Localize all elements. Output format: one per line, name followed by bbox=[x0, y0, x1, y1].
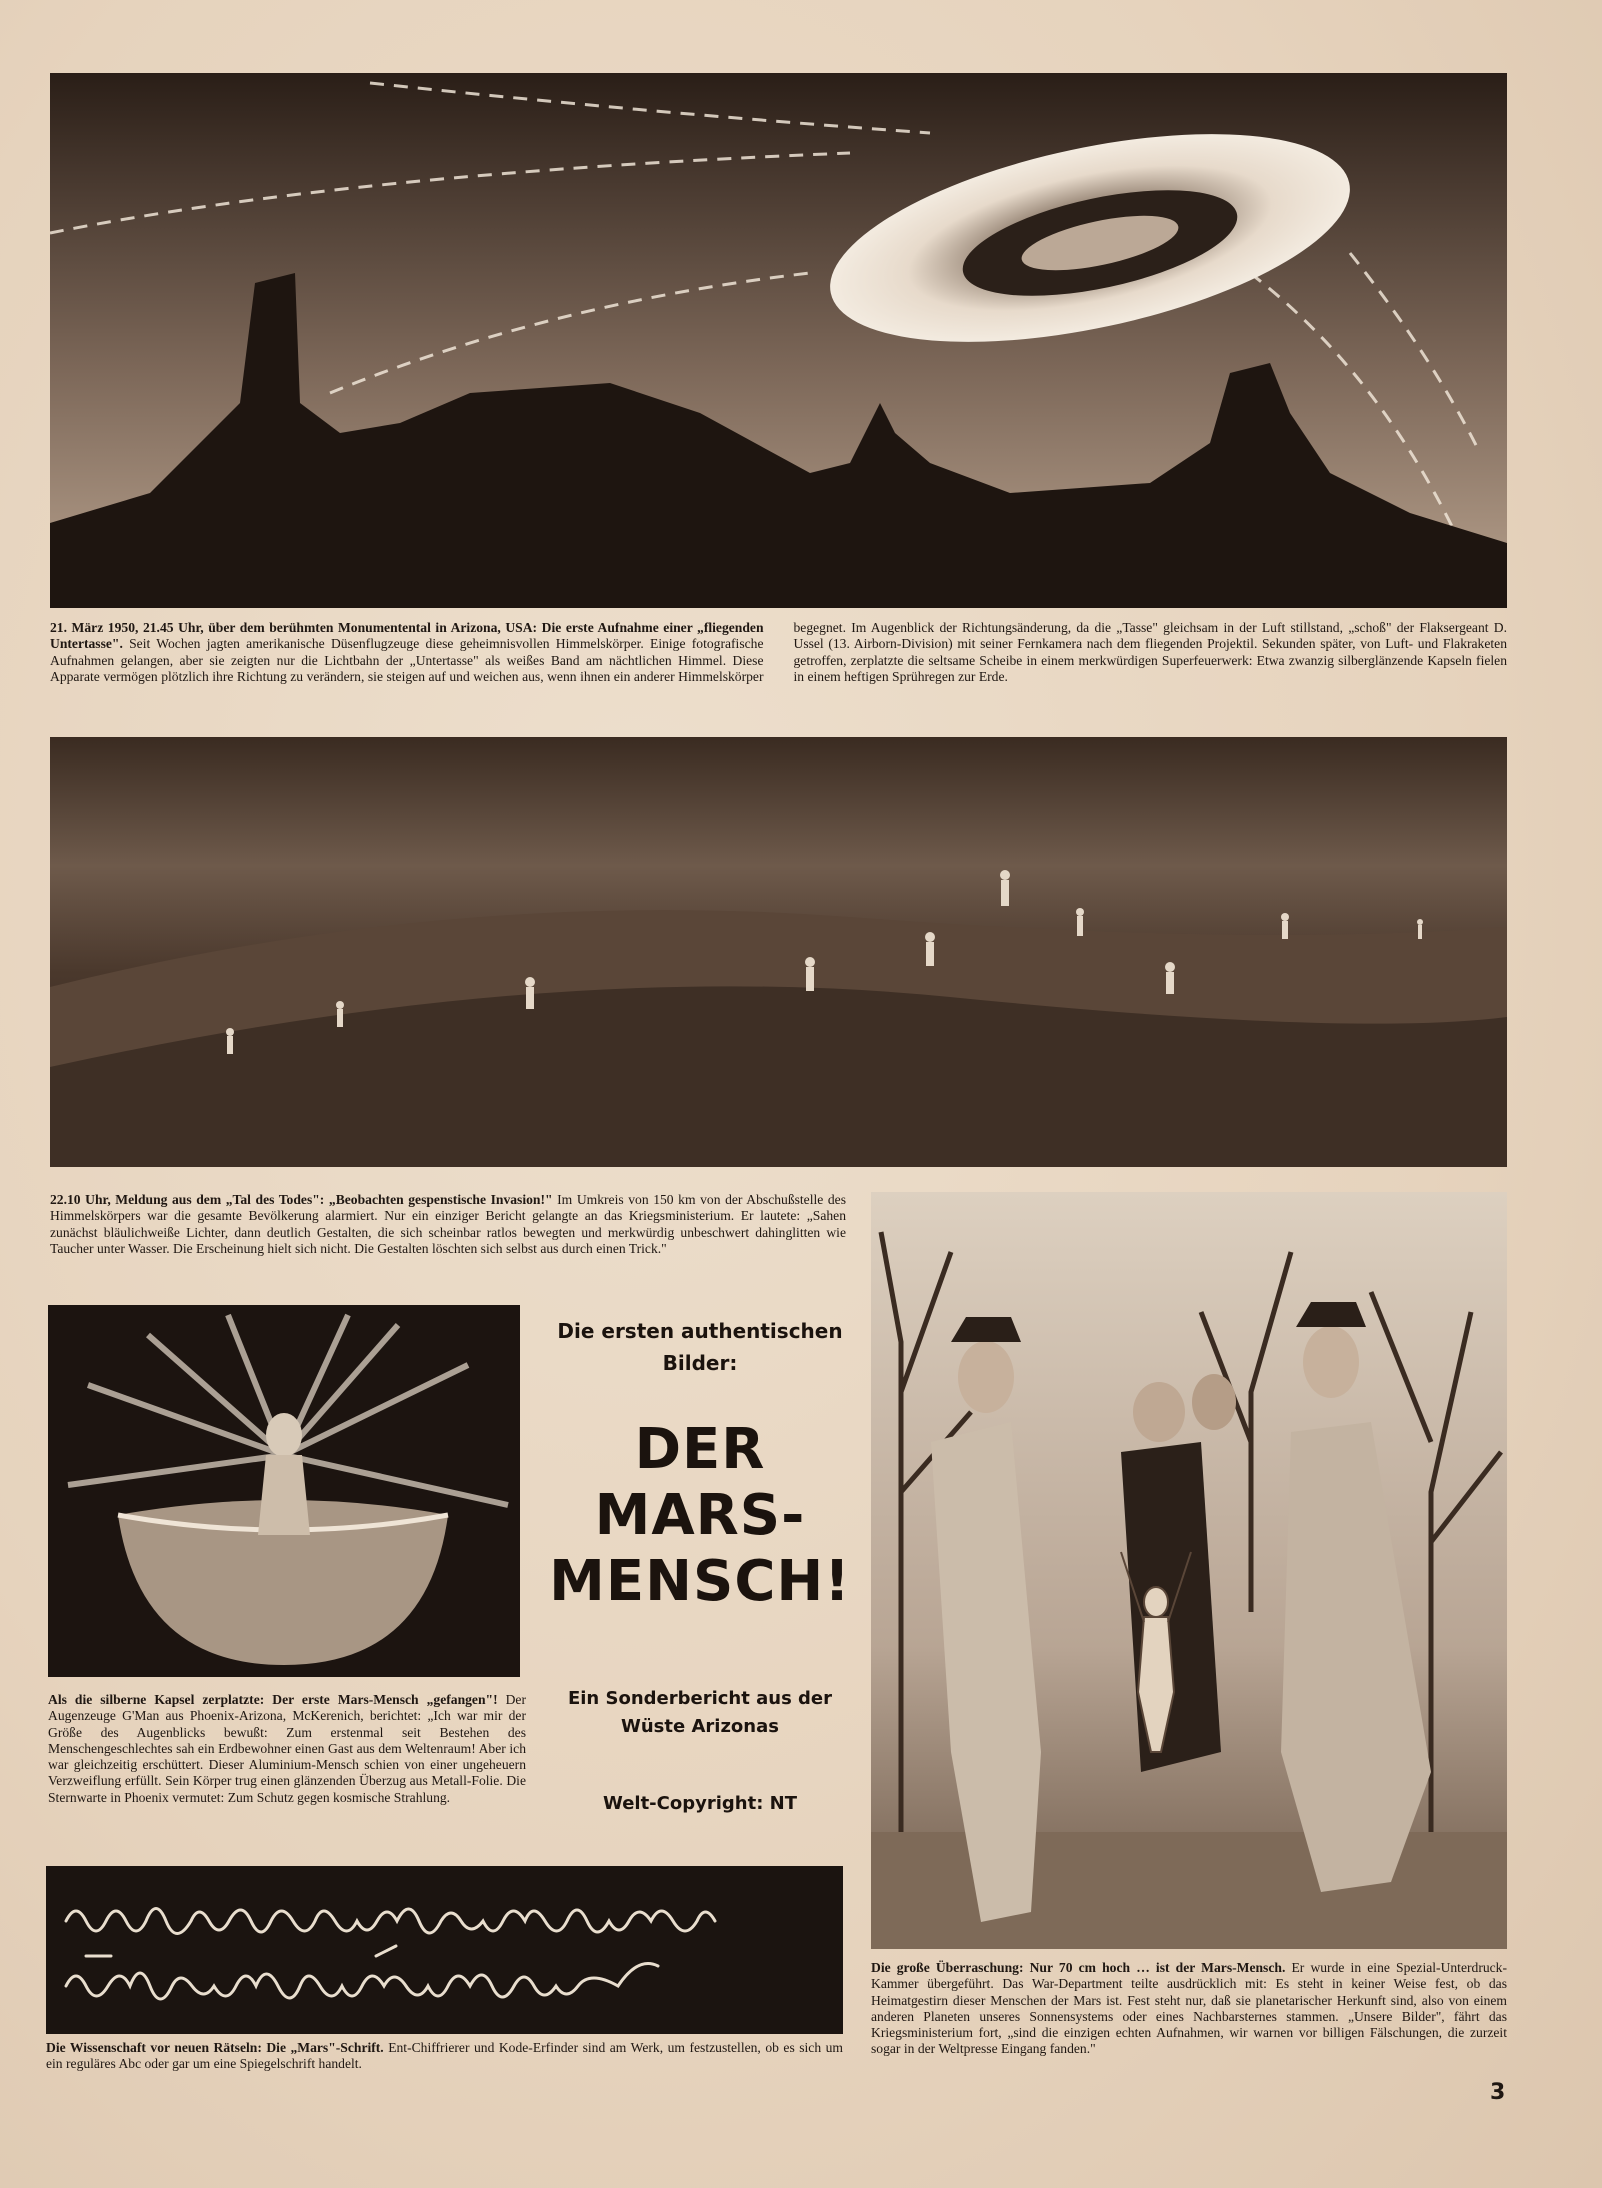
men-with-mars-man-photo bbox=[871, 1192, 1507, 1949]
mars-script-caption bbox=[46, 2040, 843, 2073]
caption-body: Ent-Chiffrierer und Kode-Erfinder sind am Werk, um festzustellen, ob es sich um ein reguläres Abc oder gar um eine Spiegelschrift handelt. bbox=[46, 2040, 843, 2072]
headline-title-line: DER bbox=[634, 1417, 766, 1482]
flying-saucer-caption bbox=[50, 620, 1507, 685]
mars-man-capsule-photo bbox=[48, 1305, 520, 1677]
mars-man-capsule-caption bbox=[48, 1692, 526, 1806]
caption-body: Seit Wochen jagten amerikanische Düsenflugzeuge diese geheimnisvollen Himmelskörper. Einige fotografische Aufnahmen gelangen, aber sie zeigten nur die Lichtbahn der „Untertasse" als weißes Band am nächtlichen Himmel. Diese Apparate vermögen plötzlich ihre Richtung zu verändern, sie steigen auf und weichen aus, wenn ihnen ein anderer Himmelskörper begegnet. Im Augenblick der Richtungsänderung, da die „Tasse" gleichsam in der Luft stillstand, „schoß" der Flaksergeant D. Ussel (13. Airborn-Division) mit seiner Fernkamera nach dem fliegenden Projektil. Sekunden später, von Luft- und Flakraketen getroffen, zerplatzte die seltsame Scheibe in einem merkwürdigen Superfeuerwerk: Etwa zwanzig silberglänzende Kapseln fielen in einem heftigen Sprühregen zur Erde. bbox=[50, 620, 1507, 684]
caption-lead: 22.10 Uhr, Meldung aus dem „Tal des Todes": „Beobachten gespenstische Invasion!" bbox=[50, 1192, 558, 1207]
headline-title-line: MENSCH! bbox=[549, 1549, 851, 1614]
caption-lead: Als die silberne Kapsel zerplatzte: Der erste Mars-Mensch „gefangen"! bbox=[48, 1692, 506, 1707]
caption-body: Er wurde in eine Spezial-Unterdruck-Kammer übergeführt. Das War-Department teilte ausdrücklich mit: Es steht in keiner Weise fest, ob das Heimatgestirn dieser Menschen der Mars ist. Fest steht nur, daß sie planetarischer Herkunft sind, also von einem anderen Planeten unseres Sonnensystems oder eines Nachbarsternes stammen. „Unsere Bilder", fährt das Kriegsministerium fort, „sind die einzigen echten Aufnahmen, wir warnen vor billigen Fälschungen, die zurzeit sogar in der Weltpresse Eingang fanden." bbox=[871, 1960, 1507, 2057]
headline-subtitle: Ein Sonderbericht aus der Wüste Arizonas bbox=[567, 1688, 833, 1737]
desert-figures-caption bbox=[50, 1192, 846, 1257]
caption-lead: 21. März 1950, 21.45 Uhr, über dem berühmten Monumentental in Arizona, USA: Die erste Aufnahme einer „fliegenden Untertasse". bbox=[50, 620, 764, 652]
men-with-mars-man-caption bbox=[871, 1960, 1507, 2058]
caption-body: Im Umkreis von 150 km von der Abschußstelle des Himmelskörpers war die gesamte Bevölkerung alarmiert. Nur ein einziger Bericht gelangte an das Kriegsministerium. Er lautete: „Sahen zunächst bläulichweiße Lichter, dann deutlich Gestalten, die sich scheinbar ratlos bewegten und merkwürdig unbeschwert dahinglitten wie Taucher unter Wasser. Die Erscheinung hielt sich nicht. Die Gestalten löschten sich selbst aus durch einen Trick." bbox=[50, 1192, 847, 1256]
caption-lead: Die Wissenschaft vor neuen Rätseln: Die „Mars"-Schrift. bbox=[46, 2040, 389, 2055]
desert-figures-photo bbox=[50, 737, 1507, 1167]
page-number: 3 bbox=[1490, 2080, 1506, 2105]
caption-body: Der Augenzeuge G'Man aus Phoenix-Arizona, McKerenich, berichtet: „Ich war mir der Größe des Augenblicks bewußt: Zum erstenmal seit Bestehen des Menschengeschlechtes sah ein Erdbewohner einen Gast aus dem Weltenraum! Aber ich war gleichzeitig erschüttert. Dieser Aluminium-Mensch schien von einer ungeheuern Verzweiflung erfüllt. Sein Körper trug einen glänzenden Überzug aus Metall-Folie. Die Sternwarte in Phoenix vermutet: Zum Schutz gegen kosmische Strahlung. bbox=[48, 1692, 526, 1805]
headline-block bbox=[540, 1315, 860, 1814]
mars-script-photo bbox=[46, 1866, 843, 2034]
copyright-note: Welt-Copyright: NT bbox=[602, 1793, 798, 1814]
flying-saucer-photo bbox=[50, 73, 1507, 608]
headline-title-line: MARS- bbox=[594, 1483, 806, 1548]
caption-lead: Die große Überraschung: Nur 70 cm hoch … ist der Mars-Mensch. bbox=[871, 1960, 1292, 1975]
headline-kicker: Die ersten authentischen Bilder: bbox=[557, 1319, 843, 1375]
headline-title bbox=[540, 1417, 860, 1615]
